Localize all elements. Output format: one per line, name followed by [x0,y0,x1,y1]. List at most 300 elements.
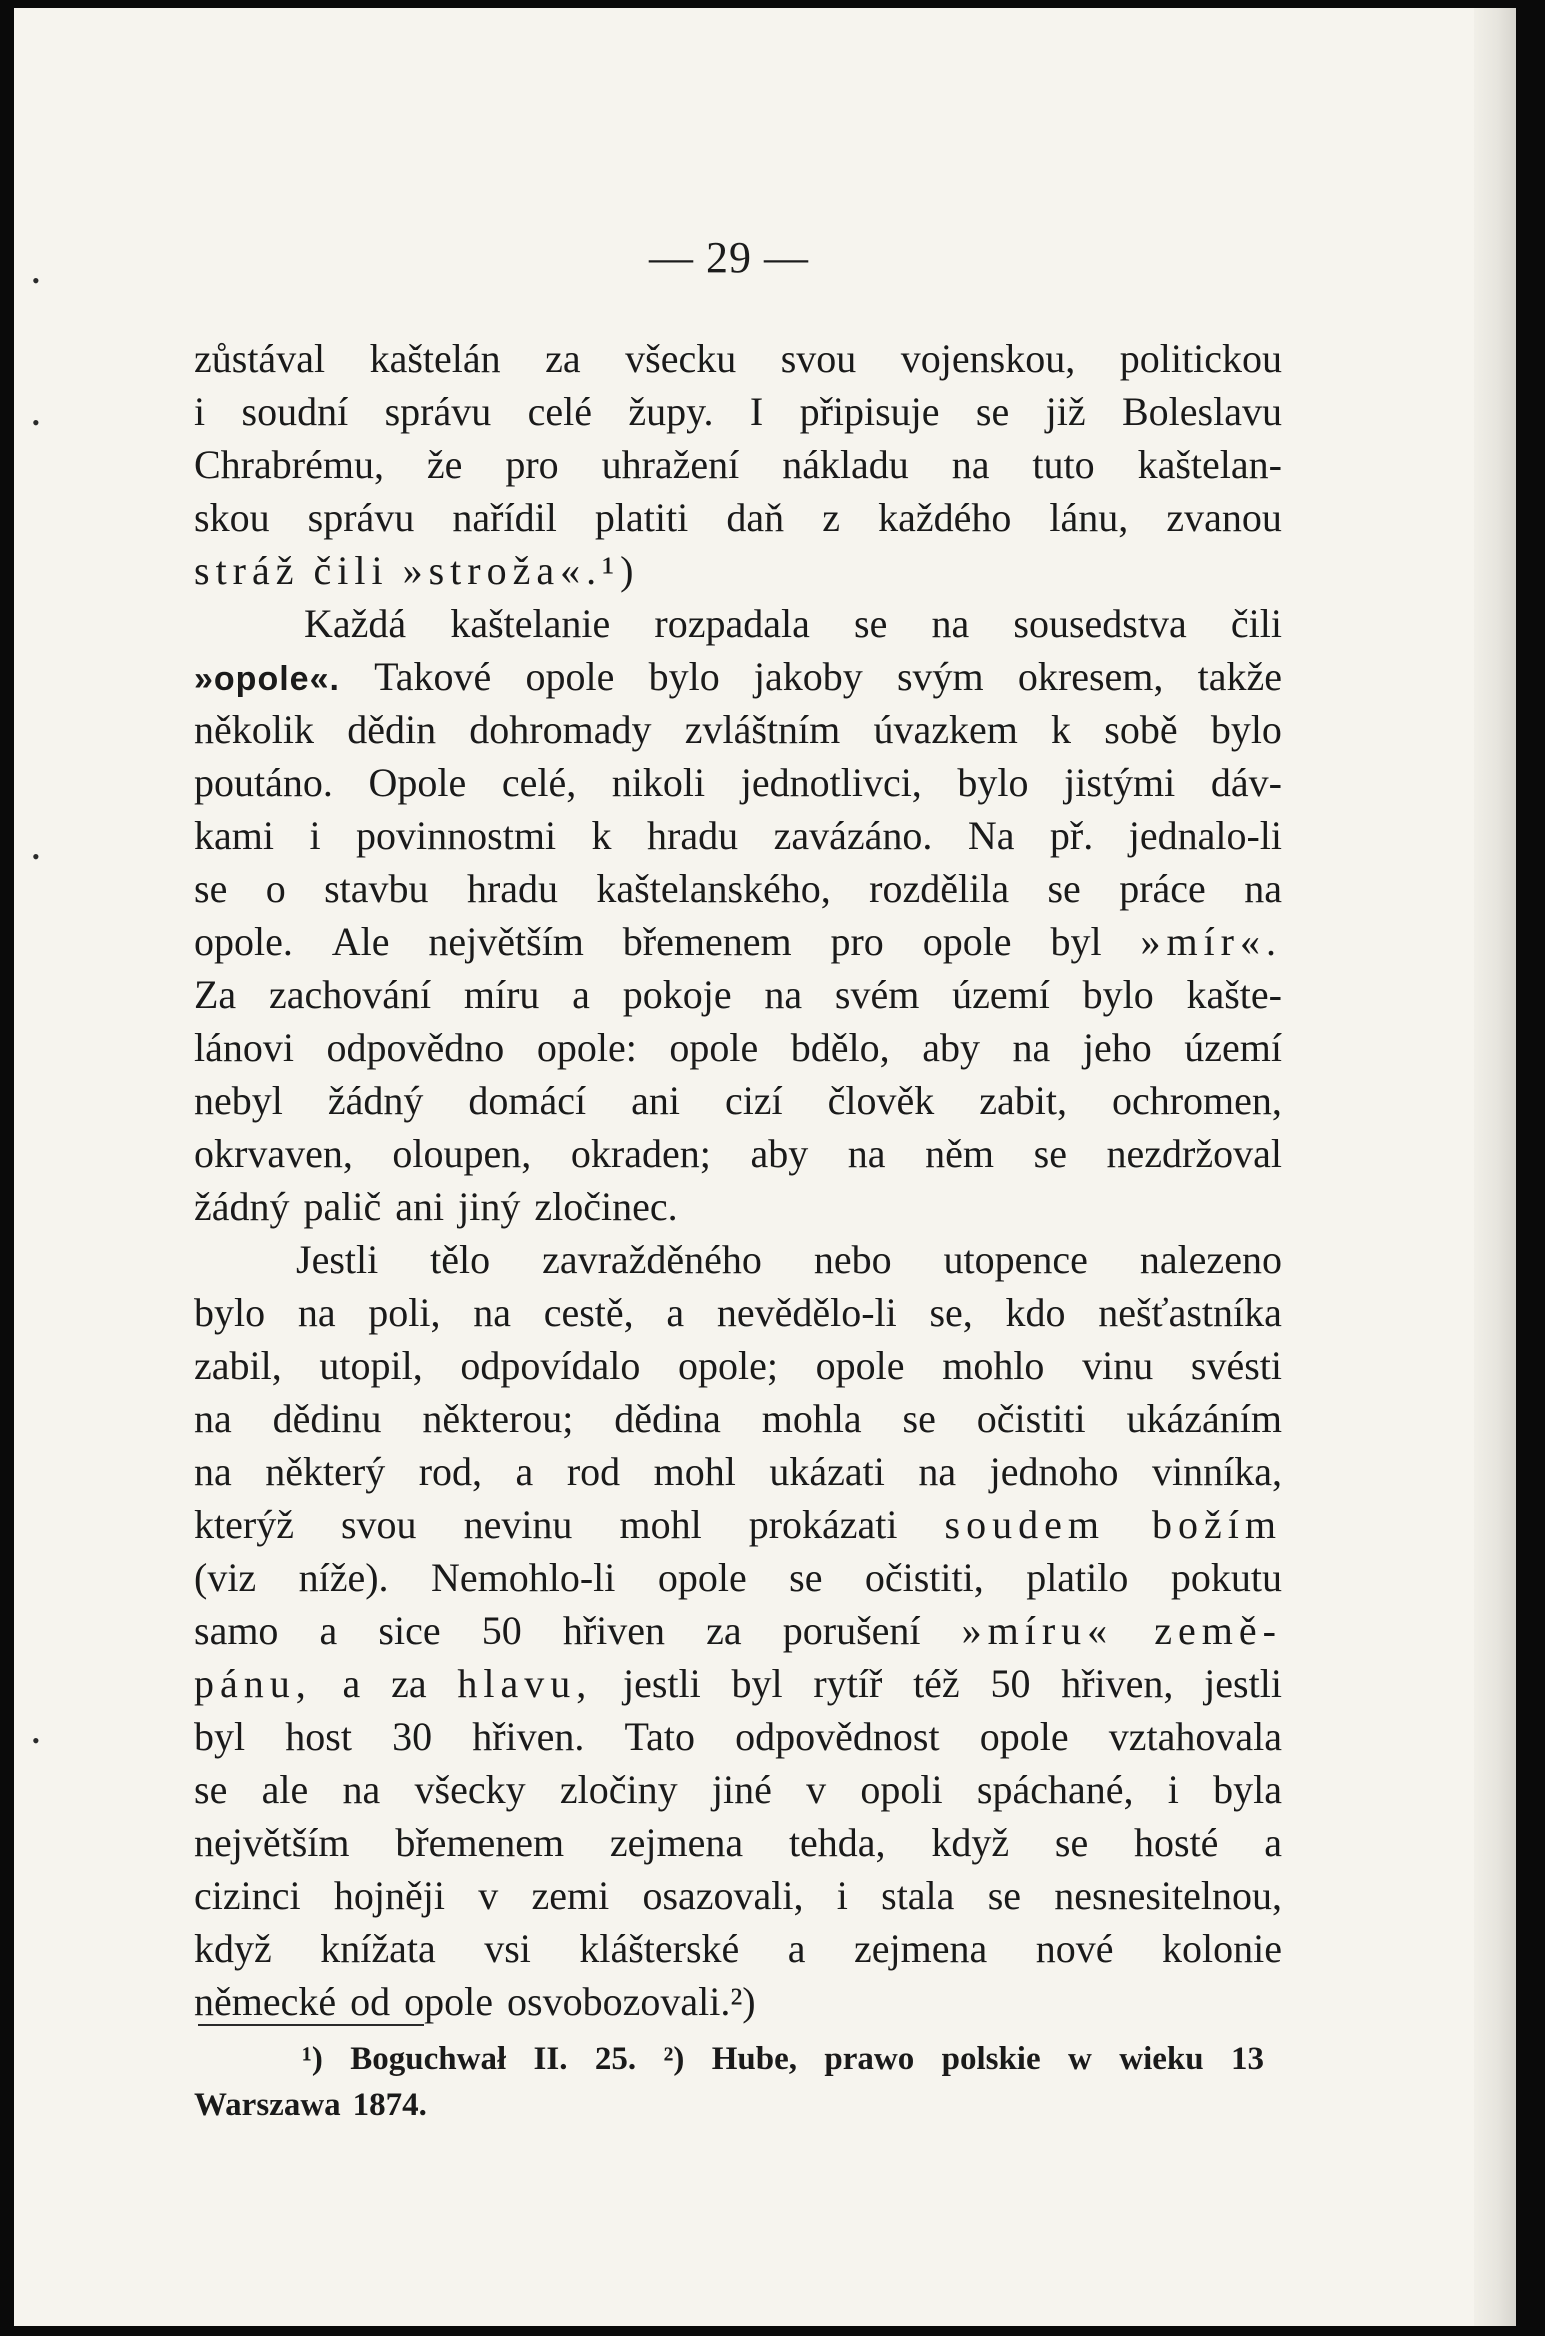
word: ani [631,1078,680,1123]
emphasized-term: »opole«. [194,660,340,698]
word: zavázáno. [773,813,933,858]
word: bylo [648,654,720,699]
word: na [847,1131,886,1176]
word: kdo [1005,1290,1066,1335]
footnote-word: 25. [594,2041,637,2077]
word: odpovídalo [460,1343,641,1388]
word: některou; [422,1396,574,1441]
word: kaštelanie [450,601,611,646]
word: jestli [1204,1661,1282,1706]
word: Nemohlo-li [430,1555,616,1600]
word: hradu [647,813,739,858]
word: hřiven [562,1608,666,1653]
text-line [194,1392,1282,1445]
word: zločinec. [534,1184,678,1229]
binding-shadow [1474,8,1516,2326]
word: a [319,1608,338,1653]
text-line [194,1127,1282,1180]
word: země- [1154,1608,1282,1653]
word: pokoje [622,972,732,1017]
text-line [194,1339,1282,1392]
word: stráž [194,548,300,593]
footnotes [194,2036,1264,2128]
word: župy. [628,389,714,434]
footnote-word: Warszawa [194,2087,341,2123]
word: několik [194,707,314,752]
word: ochromen, [1111,1078,1282,1123]
word: soudem [944,1502,1105,1547]
word: dědinu [272,1396,382,1441]
word: cizinci [194,1873,301,1918]
word: sice [378,1608,441,1653]
word: též [913,1661,960,1706]
word: I [749,389,764,434]
word: břemenem [622,919,792,964]
word: lánovi [194,1025,294,1070]
word: celé, [501,760,577,805]
word: nikoli [611,760,706,805]
word: bylo [1210,707,1282,752]
word: největším [194,1820,350,1865]
word: a [515,1449,534,1494]
word: nevinu [463,1502,573,1547]
word: na [931,601,970,646]
footnote-word: II. [533,2041,568,2077]
word: jednoho [989,1449,1119,1494]
word: dáv- [1210,760,1282,805]
text-line [194,491,1282,544]
word: »míru« [961,1608,1114,1653]
word: vinu [1082,1343,1154,1388]
footnote-line [194,2082,1264,2128]
word: zabil, [194,1343,282,1388]
word: Na [967,813,1015,858]
word: o [265,866,286,911]
word: zachování [268,972,432,1017]
word: rozdělila [869,866,1010,911]
word: celé [527,389,592,434]
word: území [1184,1025,1282,1070]
word: mohla [761,1396,862,1441]
word: nalezeno [1139,1237,1282,1282]
word: jiný [458,1184,521,1229]
word: v [806,1767,827,1812]
word: byla [1213,1767,1282,1812]
word: kolonie [1161,1926,1282,1971]
word: oloupen, [392,1131,532,1176]
word: připisuje [799,389,940,434]
word: osvobozovali.²) [507,1979,756,2024]
text-line [194,1233,1282,1286]
word: kaštelanského, [596,866,831,911]
text-line [194,1180,1282,1233]
text-line [194,968,1282,1021]
footnote-word: Boguchwał [350,2041,507,2077]
word: byl [1050,919,1102,964]
word: Takové [374,654,492,699]
text-line [194,915,1282,968]
word: domácí [468,1078,587,1123]
word: za [545,336,581,381]
word: platiti [594,495,689,540]
word: jestli [622,1661,701,1706]
word: Chrabrému, [194,442,384,487]
word: zločiny [559,1767,678,1812]
margin-speck: • [32,844,40,869]
word: nevědělo-li [716,1290,897,1335]
word: správu [384,389,492,434]
word: v [478,1873,499,1918]
word: tělo [430,1237,491,1282]
word: zvanou [1166,495,1282,540]
word: i [309,813,321,858]
word: stala [881,1873,955,1918]
word: cestě, [543,1290,634,1335]
word: hosté [1134,1820,1219,1865]
word: Boleslavu [1121,389,1282,434]
word: utopence [943,1237,1088,1282]
word: byl [194,1714,246,1759]
word: Tato [624,1714,696,1759]
word: jeho [1082,1025,1152,1070]
footnote-word: 1874. [352,2087,427,2123]
word: politickou [1119,336,1282,381]
text-line [194,544,1282,597]
word: pánu, [194,1661,312,1706]
word: na [194,1449,232,1494]
word: pro [830,919,884,964]
word: daň [726,495,785,540]
word: sobě [1104,707,1178,752]
word: dědin [347,707,437,752]
word: některý [265,1449,386,1494]
word: spáchané, [976,1767,1134,1812]
word: když [931,1820,1010,1865]
word: Opole [368,760,467,805]
word: vinníka, [1152,1449,1282,1494]
word: úvazkem [873,707,1018,752]
text-line [194,332,1282,385]
word: nebo [813,1237,892,1282]
word: knížata [320,1926,436,1971]
word: lánu, [1049,495,1129,540]
word: mohl [619,1502,702,1547]
word: stavbu [324,866,429,911]
word: opole [404,1979,494,2024]
text-line [194,1604,1282,1657]
word: pro [505,442,559,487]
margin-speck: • [32,410,40,435]
word: se, [929,1290,973,1335]
word: jistými [1064,760,1176,805]
word: svém [834,972,920,1017]
word: okrvaven, [194,1131,353,1176]
word: za [391,1661,427,1706]
word: a [666,1290,685,1335]
text-line [194,756,1282,809]
word: kterýž [194,1502,294,1547]
word: svou [780,336,857,381]
word: již [1045,389,1086,434]
word: se [789,1555,823,1600]
footnote-line [194,2036,1264,2082]
word: opole: [536,1025,637,1070]
word: za [706,1608,742,1653]
word: tehda, [788,1820,886,1865]
word: ani [395,1184,445,1229]
word: na [473,1290,511,1335]
word: vsi [484,1926,531,1971]
word: »strožа«.¹) [402,548,640,593]
word: na [194,1396,232,1441]
word: př. [1049,813,1094,858]
word: vztahovala [1108,1714,1282,1759]
word: se [975,389,1010,434]
word: vojenskou, [900,336,1076,381]
text-line [194,1763,1282,1816]
word: opole [815,1343,905,1388]
word: Jestli [296,1237,379,1282]
word: břemenem [395,1820,565,1865]
text-line [194,1975,1282,2028]
word: dědina [614,1396,721,1441]
word: host [285,1714,352,1759]
word: cizí [724,1078,783,1123]
word: se [1033,1131,1067,1176]
footnote-word: ²) [663,2041,685,2077]
text-line [194,1922,1282,1975]
word: opole [657,1555,747,1600]
word: bylo [194,1290,266,1335]
text-line [194,1657,1282,1710]
word: poutáno. [194,760,333,805]
word: ukázati [769,1449,885,1494]
word: všecky [414,1767,526,1812]
word: největším [428,919,584,964]
word: palič [303,1184,382,1229]
word: povinnostmi [356,813,557,858]
word: hřiven. [472,1714,585,1759]
book-page [14,8,1516,2326]
text-line [194,1816,1282,1869]
text-line [194,1445,1282,1498]
word: opole [922,919,1012,964]
word: svésti [1190,1343,1282,1388]
word: se [987,1873,1022,1918]
text-line [194,1074,1282,1127]
word: nesnesitelnou, [1054,1873,1282,1918]
text-line [194,809,1282,862]
word: z [822,495,840,540]
word: se [1054,1820,1089,1865]
word: platilo [1026,1555,1129,1600]
word: kaštelan- [1137,442,1282,487]
word: 50 [990,1661,1031,1706]
word: pokutu [1170,1555,1282,1600]
word: se [854,601,888,646]
word: něm [925,1131,995,1176]
word: na [1012,1025,1051,1070]
text-line [194,1710,1282,1763]
word: jednalo-li [1128,813,1282,858]
word: aby [750,1131,809,1176]
word: na [951,442,990,487]
word: zabit, [979,1078,1067,1123]
word: nezdržoval [1106,1131,1282,1176]
word: když [194,1926,272,1971]
word: území [952,972,1050,1017]
word: a [572,972,590,1017]
word: bylo [1082,972,1154,1017]
footnote-word: ¹) [302,2041,323,2077]
word: nákladu [782,442,909,487]
text-line [194,862,1282,915]
word: mohlo [942,1343,1045,1388]
text-line [194,438,1282,491]
word: čili [313,548,389,593]
word: hlavu, [457,1661,593,1706]
word: k [591,813,612,858]
word: aby [922,1025,980,1070]
word: kašte- [1186,972,1282,1017]
word: opole [525,654,615,699]
word: kaštelán [369,336,501,381]
word: božím [1151,1502,1282,1547]
word: se [194,866,228,911]
word: čili [1230,601,1282,646]
word: a [342,1661,361,1706]
word: a [1264,1820,1282,1865]
word: od [350,1979,391,2024]
word: že [426,442,463,487]
word: a [787,1926,806,1971]
word: Každá [304,601,407,646]
word: porušení [782,1608,921,1653]
word: uhražení [601,442,740,487]
word: rytíř [813,1661,883,1706]
word: na [764,972,803,1017]
word: 30 [392,1714,433,1759]
word: opole; [678,1343,779,1388]
word: hřiven, [1061,1661,1174,1706]
text-line [194,597,1282,650]
word: svou [340,1502,417,1547]
word: zůstával [194,336,326,381]
word: na [918,1449,957,1494]
word: prokázati [748,1502,898,1547]
text-line [194,1551,1282,1604]
footnote-divider [198,2024,424,2026]
word: ukázáním [1126,1396,1282,1441]
body-text [194,332,1282,2028]
word: opoli [860,1767,943,1812]
word: se [194,1767,228,1812]
word: poli, [368,1290,441,1335]
word: na [342,1767,381,1812]
word: každého [878,495,1012,540]
word: nešťastníka [1098,1290,1282,1335]
footnote-word: wieku [1119,2041,1204,2077]
word: klášterské [579,1926,740,1971]
footnote-word: polskie [941,2041,1041,2077]
footnote-word: w [1068,2041,1092,2077]
word: zavražděného [542,1237,762,1282]
word: žádný [327,1078,424,1123]
word: zejmena [609,1820,744,1865]
word: jednotlivci, [740,760,922,805]
word: osazovali, [642,1873,804,1918]
word: k [1051,707,1072,752]
word: tuto [1032,442,1095,487]
word: člověk [827,1078,935,1123]
word: nové [1035,1926,1114,1971]
word: hojněji [333,1873,445,1918]
page-number: — 29 — [649,233,809,282]
word: německé [194,1979,337,2024]
word: nebyl [194,1078,283,1123]
word: opole [979,1714,1069,1759]
word: dohromady [469,707,652,752]
word: níže). [298,1555,389,1600]
word: zvláštním [684,707,841,752]
word: zemi [531,1873,610,1918]
word: okresem, [1017,654,1164,699]
word: opole [669,1025,759,1070]
text-line [194,703,1282,756]
word: se [1047,866,1081,911]
word: sousedstva [1013,601,1187,646]
word: správu [307,495,415,540]
word: jiné [711,1767,772,1812]
word: rod, [418,1449,483,1494]
word: i [1167,1767,1179,1812]
word: očistiti [976,1396,1086,1441]
word: (viz [194,1555,257,1600]
word: zejmena [854,1926,988,1971]
word: se [902,1396,936,1441]
text-line [194,1021,1282,1074]
word: rozpadala [654,601,810,646]
text-line [194,385,1282,438]
word: na [1244,866,1282,911]
margin-speck: • [32,268,40,293]
word: bdělo, [790,1025,890,1070]
text-line [194,1498,1282,1551]
footnote-word: Hube, [711,2041,797,2077]
word: i [836,1873,848,1918]
text-line [194,1286,1282,1339]
word: všecku [625,336,737,381]
text-line [194,1869,1282,1922]
word: kami [194,813,274,858]
word: práce [1119,866,1206,911]
word: míru [463,972,540,1017]
word: mohl [653,1449,736,1494]
footnote-word: 13 [1230,2041,1264,2077]
word: ale [261,1767,309,1812]
word: rod [566,1449,621,1494]
word: Ale [331,919,390,964]
margin-speck: • [32,1728,40,1753]
word: byl [731,1661,783,1706]
word: žádný [194,1184,290,1229]
word: hradu [466,866,559,911]
word: i [194,389,206,434]
word: samo [194,1608,279,1653]
word: odpovědno [326,1025,505,1070]
word: svým [896,654,984,699]
word: na [297,1290,336,1335]
